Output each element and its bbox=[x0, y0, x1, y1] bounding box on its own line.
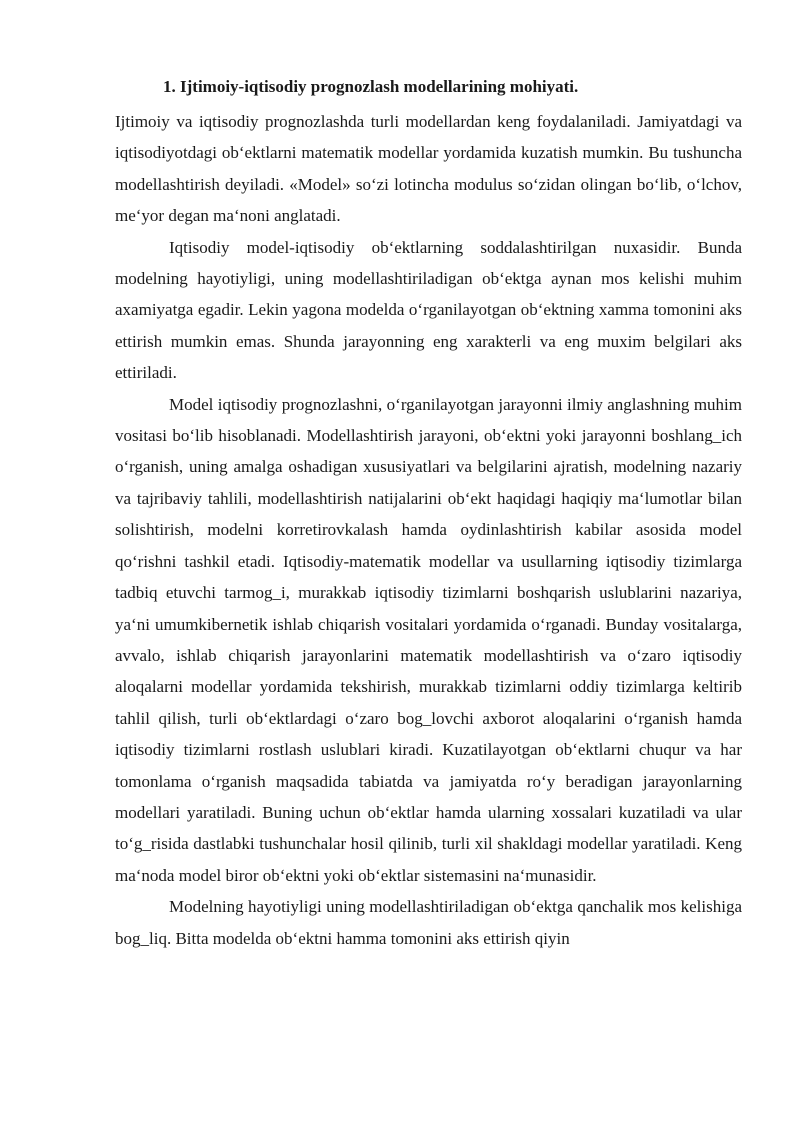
document-page bbox=[115, 74, 742, 954]
paragraph-modelling-process: Model iqtisodiy prognozlashni, o‘rganilayotgan jarayonni ilmiy anglashning muhim vositasi bo‘lib hisoblanadi. Modellashtirish jarayoni, ob‘ektni yoki jarayonni boshlang_ich o‘rganish, uning amalga oshadigan xususiyatlari va belgilarini ajratish, modelning nazariy va tajribaviy tahlili, modellashtirish natijalarini ob‘ekt haqidagi haqiqiy ma‘lumotlar bilan solishtirish, modelni korretirovkalash hamda oydinlashtirish kabilar asosida model qo‘rishni tashkil etadi. Iqtisodiy-matematik modellar va usullarning iqtisodiy tizimlarga tadbiq etuvchi tarmog_i, murakkab iqtisodiy tizimlarni boshqarish uslublarini nazariya, ya‘ni umumkibernetik ishlab chiqarish vositalari yordamida o‘rganadi. Bunday vositalarga, avvalo, ishlab chiqarish jarayonlarini matematik modellashtirish va o‘zaro iqtisodiy aloqalarni modellar yordamida tekshirish, murakkab tizimlarni oddiy tizimlarga keltirib tahlil qilish, turli ob‘ektlardagi o‘zaro bog_lovchi axborot aloqalarini o‘rganish hamda iqtisodiy tizimlarni rostlash uslublari kiradi. Kuzatilayotgan ob‘ektlarni chuqur va har tomonlama o‘rganish maqsadida tabiatda va jamiyatda ro‘y beradigan jarayonlarning modellari yaratiladi. Buning uchun ob‘ektlar hamda ularning xossalari kuzatiladi va ular to‘g_risida dastlabki tushunchalar hosil qilinib, turli xil shakldagi modellar yaratiladi. Keng ma‘noda model biror ob‘ektni yoki ob‘ektlar sistemasini na‘munasidir. bbox=[115, 394, 742, 885]
paragraph-economic-model: Iqtisodiy model-iqtisodiy ob‘ektlarning soddalashtirilgan nuxasidir. Bunda modelning hayotiyligi, uning modellashtiriladigan ob‘ektga aynan mos kelishi muhim axamiyatga egadir. Lekin yagona modelda o‘rganilayotgan ob‘ektning xamma tomonini aks ettirish mumkin emas. Shunda jarayonning eng xarakterli va eng muxim belgilari aks ettiriladi. bbox=[115, 237, 742, 383]
section-heading: 1. Ijtimoiy-iqtisodiy prognozlash modellarining mohiyati. bbox=[163, 77, 579, 96]
paragraph-intro: Ijtimoiy va iqtisodiy prognozlashda turli modellardan keng foydalaniladi. Jamiyatdagi va iqtisodiyotdagi ob‘ektlarni matematik modellar yordamida kuzatish mumkin. Bu tushuncha modellashtirish deyiladi. «Model» so‘zi lotincha modulus so‘zidan olingan bo‘lib, o‘lchov, me‘yor degan ma‘noni anglatadi. bbox=[115, 112, 742, 226]
paragraph-model-viability: Modelning hayotiyligi uning modellashtiriladigan ob‘ektga qanchalik mos kelishiga bog_liq. Bitta modelda ob‘ektni hamma tomonini aks ettirish qiyin bbox=[115, 897, 742, 948]
